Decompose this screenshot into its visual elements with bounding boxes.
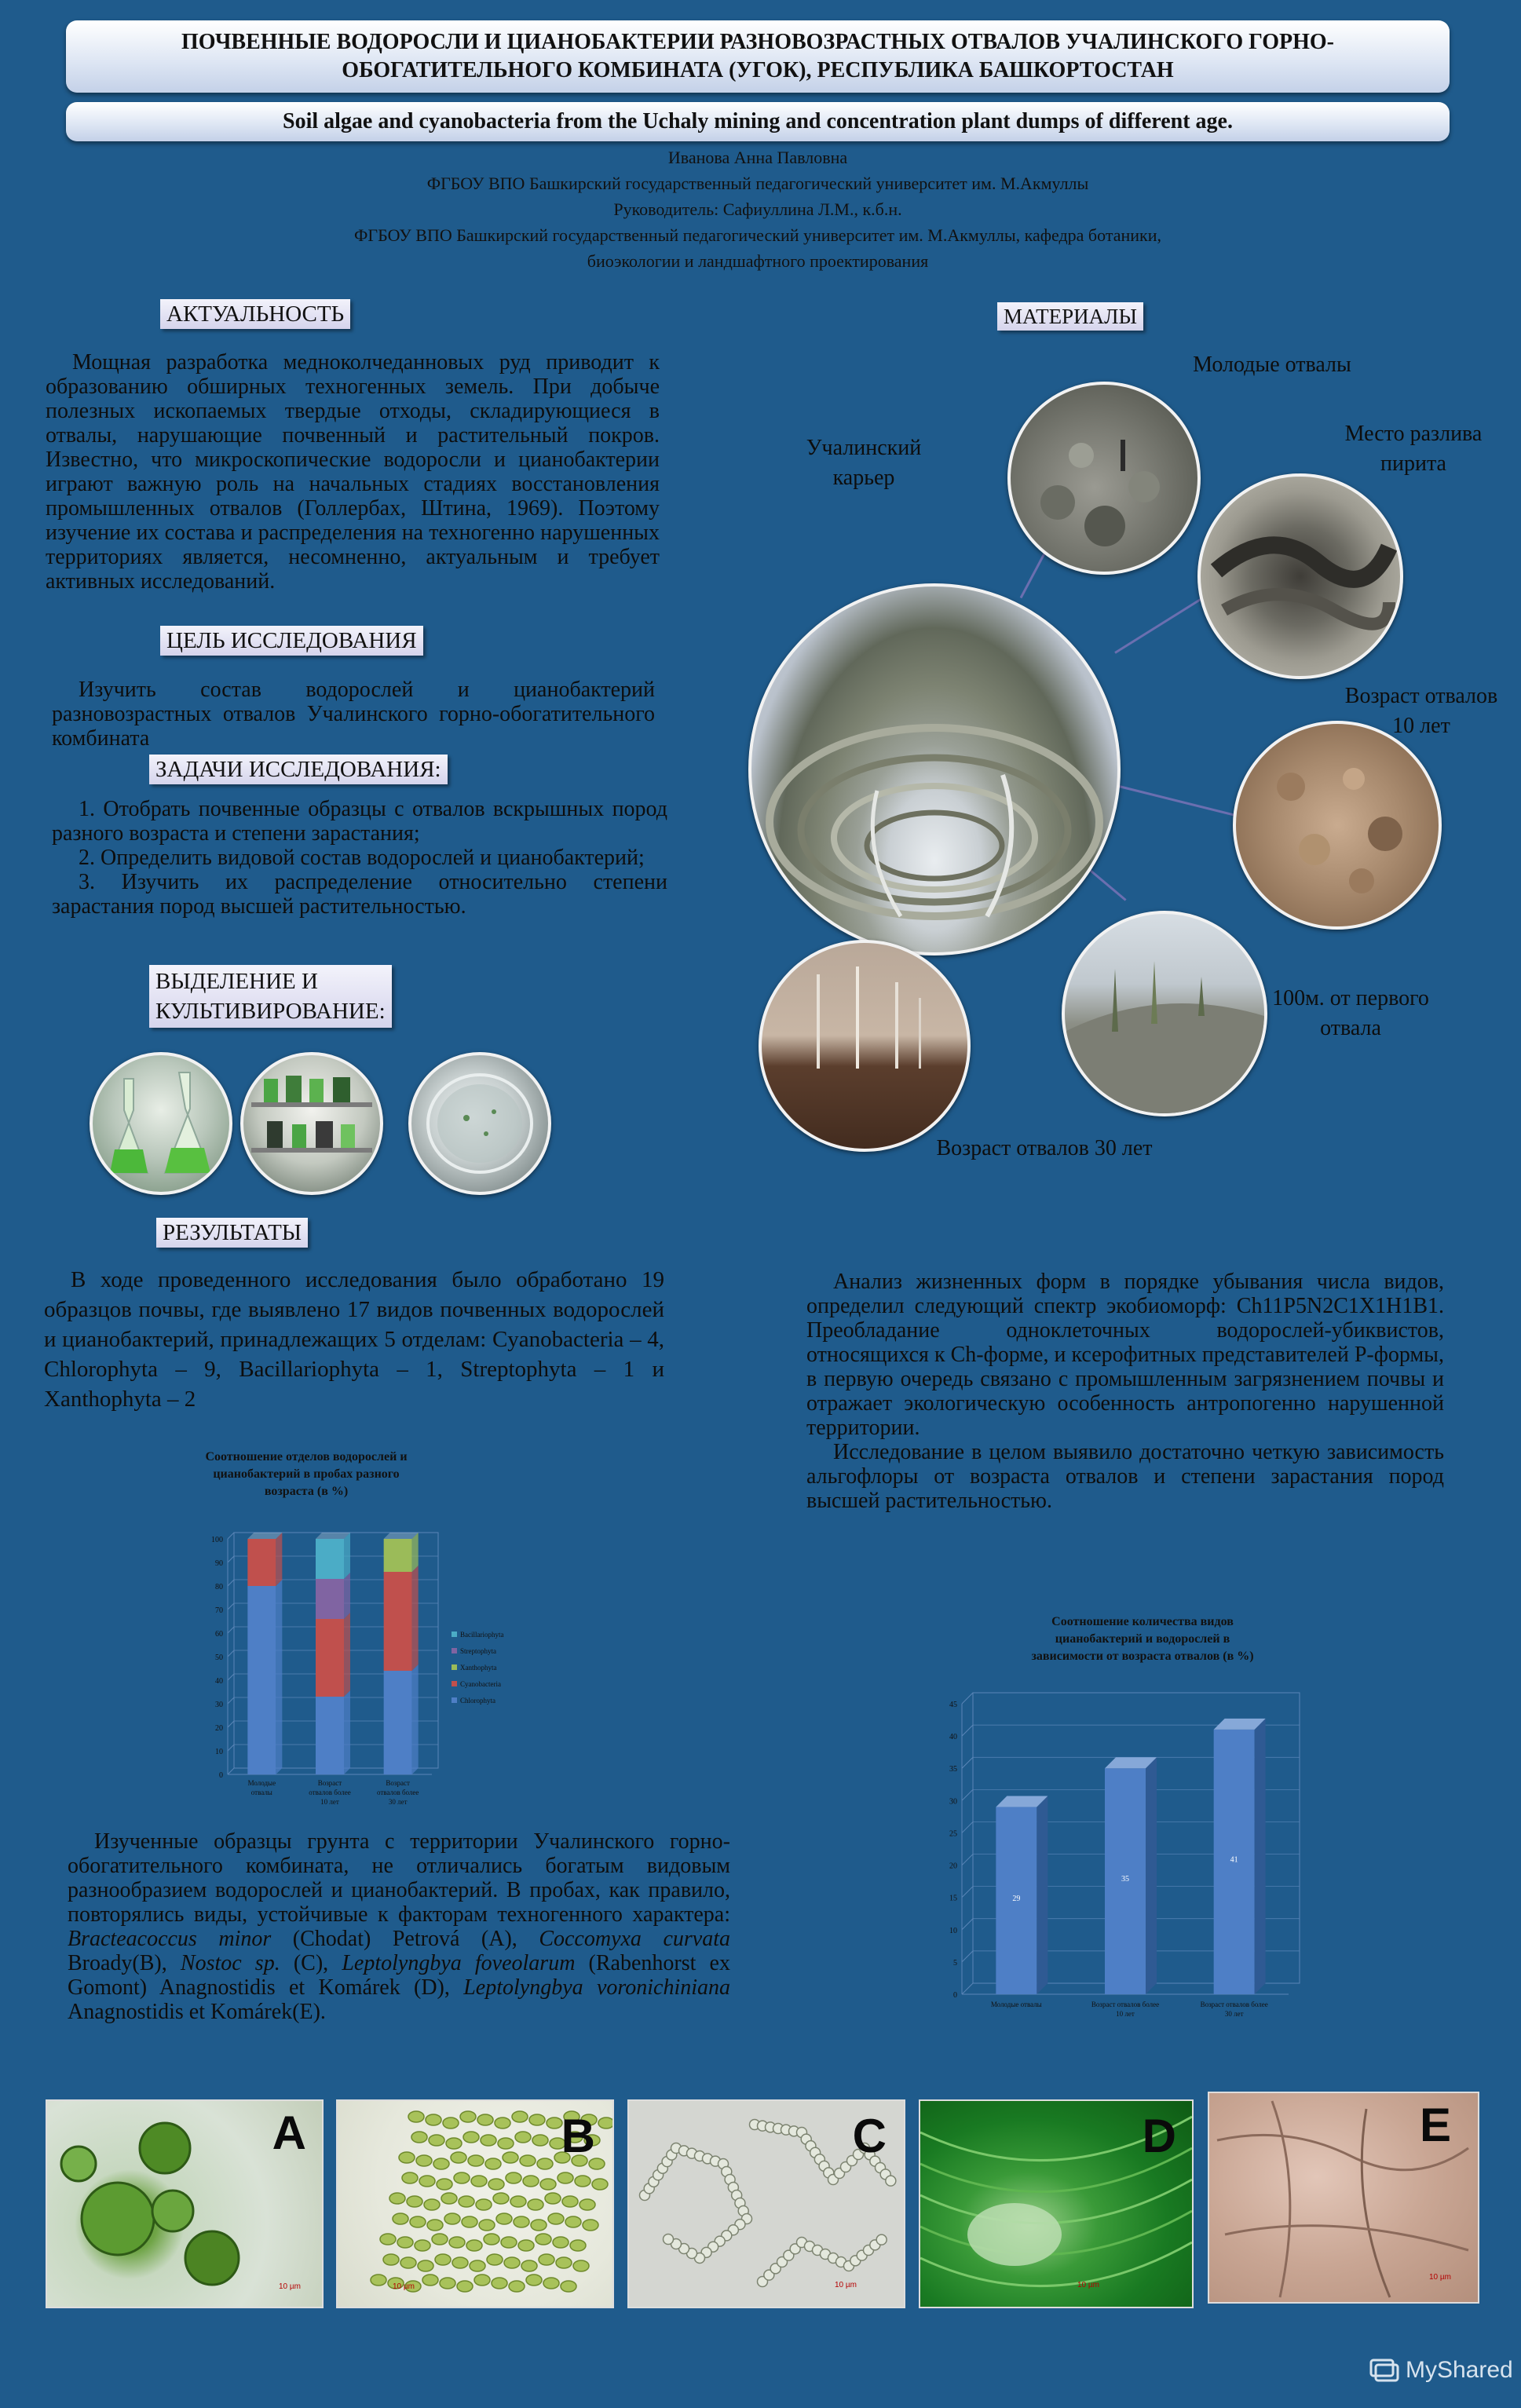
- species-paragraph: [68, 1829, 730, 2024]
- chart1-legend-label: Bacillariophyta: [460, 1631, 504, 1639]
- micrograph-e: [1208, 2092, 1479, 2304]
- micrograph-a-scale: 10 µm: [279, 2282, 301, 2291]
- coccomyxa-cell: [470, 2260, 485, 2271]
- chart1-legend-swatch: [452, 1648, 457, 1653]
- chart1-grid-diag: [228, 1650, 234, 1657]
- label-quarry: [781, 433, 946, 493]
- coccomyxa-cell: [526, 2275, 542, 2286]
- coccomyxa-cell: [553, 2237, 569, 2248]
- coccomyxa-cell: [540, 2179, 556, 2190]
- chart1-grid-diag: [228, 1768, 234, 1774]
- chart1-title-line-3: возраста (в %): [264, 1485, 349, 1498]
- coccomyxa-cell: [427, 2220, 443, 2231]
- coccomyxa-cell: [509, 2281, 525, 2292]
- coccomyxa-cell: [460, 2111, 476, 2122]
- chart1-xtick-label: отвалов более: [376, 1789, 419, 1796]
- coccomyxa-cell: [543, 2278, 559, 2289]
- chart2-ytick-label: 20: [949, 1862, 957, 1871]
- chart1-xtick-label: Молодые: [247, 1779, 276, 1787]
- species-text-6: Anagnostidis et Komárek(E).: [68, 2000, 326, 2024]
- coccomyxa-cell: [419, 2176, 435, 2187]
- chart2-ytick-label: 5: [953, 1958, 957, 1968]
- chart2-xtick-label: 10 лет: [1116, 2010, 1135, 2018]
- dumps-10-years-photo: [1233, 721, 1442, 930]
- coccomyxa-cell: [492, 2278, 507, 2289]
- chart1-legend-swatch: [452, 1664, 457, 1670]
- chart2-xtick-label: 30 лет: [1224, 2010, 1244, 2018]
- gravel-icon: [1236, 724, 1439, 926]
- chart1-ytick-label: 10: [215, 1748, 223, 1756]
- coccomyxa-cell: [518, 2240, 534, 2251]
- chart2-grid-diag: [962, 1887, 973, 1898]
- coccomyxa-cell: [537, 2158, 553, 2169]
- coccomyxa-cell: [462, 2216, 477, 2227]
- species-text-3: Broady(B),: [68, 1951, 181, 1975]
- coccomyxa-cell: [444, 2213, 460, 2224]
- coccomyxa-cell: [570, 2240, 586, 2251]
- chart1-bar-side: [344, 1613, 350, 1697]
- coccomyxa-cell: [380, 2234, 396, 2245]
- title-ru-line-1: ПОЧВЕННЫЕ ВОДОРОСЛИ И ЦИАНОБАКТЕРИИ РАЗНОВОЗРАСТНЫХ ОТВАЛОВ УЧАЛИНСКОГО ГОРНО-: [181, 30, 1334, 54]
- label-young-dumps: Молодые отвалы: [1193, 353, 1351, 377]
- culture-tubes-icon: [243, 1055, 380, 1192]
- chart1-title-line-1: Соотношение отделов водорослей и: [205, 1450, 408, 1463]
- coccomyxa-cell: [441, 2193, 457, 2204]
- poster-title-ru: [66, 20, 1450, 93]
- coccomyxa-cell: [446, 2138, 462, 2149]
- label-pyrite-line-1: Место разлива: [1344, 422, 1483, 446]
- chart2-grid-diag: [962, 1725, 973, 1736]
- chart2-grid-diag: [962, 1983, 973, 1994]
- chart1-xtick-label: 30 лет: [388, 1798, 408, 1806]
- chart2-grid-diag: [962, 1789, 973, 1800]
- micrograph-c-label: C: [852, 2110, 887, 2162]
- quarry-icon: [751, 586, 1117, 952]
- coccomyxa-cell: [536, 2234, 551, 2245]
- coccomyxa-cell: [558, 2172, 573, 2183]
- coccomyxa-cell: [415, 2240, 430, 2251]
- coccomyxa-cell: [504, 2257, 520, 2268]
- label-quarry-line-2: карьер: [832, 466, 895, 490]
- chart1-grid-diag: [228, 1674, 234, 1680]
- results-text: [44, 1265, 664, 1414]
- coccomyxa-cell: [583, 2220, 598, 2231]
- materials-heading: МАТЕРИАЛЫ: [997, 302, 1143, 331]
- chart2-bar-side: [1255, 1719, 1266, 1994]
- micrograph-c-scale: 10 µm: [835, 2281, 857, 2289]
- species-text: [68, 1829, 730, 2024]
- goal-heading: ЦЕЛЬ ИССЛЕДОВАНИЯ: [160, 626, 423, 656]
- coccomyxa-cell: [389, 2193, 405, 2204]
- chart1-xtick-label: отвалов более: [309, 1789, 351, 1796]
- coccomyxa-cell: [565, 2216, 581, 2227]
- chart1-bar-segment: [384, 1539, 412, 1572]
- department-line-1: ФГБОУ ВПО Башкирский государственный педагогический университет им. М.Акмуллы, кафедра ботаники,: [354, 225, 1161, 245]
- lifeforms-text: [806, 1270, 1444, 1513]
- young-dumps-photo: [1007, 382, 1201, 575]
- chart1-xtick-label: Возраст: [386, 1779, 410, 1787]
- label-age10-line-2: 10 лет: [1392, 714, 1450, 738]
- coccomyxa-cell: [512, 2111, 528, 2122]
- chart1-bar-side: [412, 1566, 419, 1671]
- species-text-4: (C),: [280, 1951, 342, 1975]
- coccomyxa-cell: [422, 2275, 438, 2286]
- isolation-heading-line-2: КУЛЬТИВИРОВАНИЕ:: [155, 999, 386, 1024]
- chart2-data-label: 35: [1121, 1875, 1129, 1884]
- coccomyxa-cell: [426, 2114, 441, 2125]
- species-b: Coccomyxa curvata: [539, 1927, 731, 1951]
- myshared-watermark: [1368, 2357, 1513, 2384]
- flask-icon: [93, 1055, 229, 1192]
- micrograph-a: [46, 2099, 324, 2308]
- coccomyxa-cell: [451, 2152, 466, 2163]
- coccomyxa-cell: [532, 2135, 548, 2146]
- isolation-heading-line-1: ВЫДЕЛЕНИЕ И: [155, 969, 318, 994]
- label-pyrite: [1319, 419, 1508, 479]
- micrograph-c: [627, 2099, 905, 2308]
- coccomyxa-cell: [539, 2254, 554, 2265]
- chart1-grid-diag: [228, 1697, 234, 1704]
- task-item-2: 2. Определить видовой состав водорослей и цианобактерий;: [79, 846, 645, 870]
- coccomyxa-cell: [484, 2234, 499, 2245]
- chart2-xtick-label: Молодые отвалы: [990, 2001, 1042, 2008]
- label-100m-line-1: 100м. от первого: [1272, 986, 1429, 1010]
- chart1-ytick-label: 60: [215, 1630, 223, 1639]
- coccomyxa-cell: [501, 2237, 517, 2248]
- coccomyxa-cell: [424, 2199, 440, 2210]
- label-pyrite-line-2: пирита: [1380, 451, 1446, 476]
- chart2-ytick-label: 45: [949, 1701, 957, 1709]
- coccomyxa-cell: [514, 2216, 529, 2227]
- chart1-legend-label: Streptophyta: [460, 1647, 496, 1655]
- nostoc-cell: [886, 2176, 896, 2186]
- species-a: Bracteacoccus minor: [68, 1927, 272, 1951]
- species-count-chart: [938, 1610, 1315, 2033]
- micrograph-b-scale: 10 µm: [393, 2282, 415, 2291]
- chart2-title-line-1: Соотношение количества видов: [1051, 1615, 1234, 1628]
- micrograph-b-label: B: [561, 2110, 595, 2162]
- chart2-xtick-label: Возраст отвалов более: [1091, 2001, 1160, 2008]
- coccomyxa-cell: [463, 2132, 479, 2143]
- chart1-bar-segment: [384, 1572, 412, 1671]
- chart2-ytick-label: 10: [949, 1926, 957, 1935]
- chart1-ytick-label: 0: [219, 1771, 223, 1780]
- coccomyxa-cell: [487, 2254, 503, 2265]
- chart2-title-line-2: цианобактерий и водорослей в: [1055, 1632, 1230, 1646]
- chart1-bar-side: [276, 1580, 282, 1774]
- coccomyxa-cell: [476, 2199, 492, 2210]
- species-e: Leptolyngbya voronichiniana: [463, 1975, 731, 2000]
- coccomyxa-cell: [459, 2196, 474, 2207]
- chart1-bar-segment: [316, 1539, 344, 1579]
- coccomyxa-cell: [400, 2257, 416, 2268]
- chart1-bar-segment: [316, 1697, 344, 1774]
- coccomyxa-cell: [580, 2199, 595, 2210]
- division-ratio-chart: [173, 1445, 565, 1814]
- coccomyxa-cell: [477, 2114, 493, 2125]
- chart1-legend-swatch: [452, 1632, 457, 1637]
- coccomyxa-cell: [416, 2155, 432, 2166]
- chart2-bar-side: [1037, 1796, 1048, 1994]
- coccomyxa-cell: [495, 2118, 510, 2128]
- chart1-grid-diag: [228, 1745, 234, 1751]
- coccomyxa-cell: [393, 2213, 408, 2224]
- species-c: Nostoc sp.: [180, 1951, 280, 1975]
- species-text-1: Изученные образцы грунта с территории Учалинского горно-обогатительного комбината, не отличались богатым видовым разнообразием водорослей и цианобактерий. В пробах, как правило, повторялись виды, устойчивые к факторам техногенного характера:: [68, 1829, 730, 1927]
- chart1-ytick-label: 30: [215, 1701, 223, 1709]
- label-age10: [1327, 681, 1516, 741]
- coccomyxa-cell: [432, 2234, 448, 2245]
- chart1-legend-label: Chlorophyta: [460, 1697, 495, 1705]
- coccomyxa-cell: [440, 2278, 455, 2289]
- coccomyxa-cell: [437, 2179, 452, 2190]
- task-item-1: 1. Отобрать почвенные образцы с отвалов вскрышных пород разного возраста и степени зарастания;: [52, 797, 667, 846]
- coccomyxa-cell: [397, 2237, 413, 2248]
- chart1-grid-diag: [228, 1627, 234, 1633]
- chart1-bar-side: [412, 1533, 419, 1572]
- coccomyxa-cell: [496, 2213, 512, 2224]
- authors-block: [66, 144, 1450, 274]
- chart1-bar-segment: [316, 1579, 344, 1619]
- coccomyxa-cell: [479, 2220, 495, 2231]
- chart2-ytick-label: 30: [949, 1797, 957, 1807]
- chart1-bar-segment: [247, 1586, 276, 1774]
- chart1-bar-side: [344, 1690, 350, 1774]
- coccomyxa-cell: [407, 2196, 422, 2207]
- author-affiliation: ФГБОУ ВПО Башкирский государственный педагогический университет им. М.Акмуллы: [426, 174, 1089, 193]
- micrograph-d-scale: 10 µm: [1077, 2281, 1099, 2289]
- coccomyxa-cell: [556, 2257, 572, 2268]
- chart2-ytick-label: 15: [949, 1894, 957, 1903]
- micrograph-a-label: A: [272, 2107, 306, 2159]
- connector-pyrite: [1114, 597, 1202, 653]
- chart1-bar-segment: [316, 1619, 344, 1697]
- coccomyxa-cell: [410, 2216, 426, 2227]
- coccomyxa-cell: [488, 2179, 504, 2190]
- chart2-grid-diag: [962, 1693, 973, 1704]
- myshared-logo-icon: [1368, 2357, 1399, 2384]
- chart2-grid-diag: [962, 1757, 973, 1768]
- chart1-title-line-2: цианобактерий в пробах разного: [213, 1467, 400, 1481]
- chart1-legend-label: Cyanobacteria: [460, 1680, 501, 1688]
- tasks-heading: ЗАДАЧИ ИССЛЕДОВАНИЯ:: [149, 755, 448, 784]
- pyrite-spill-photo: [1197, 473, 1403, 679]
- species-text-2: (Chodat) Petrová (A),: [271, 1927, 539, 1951]
- label-age30: Возраст отвалов 30 лет: [936, 1136, 1153, 1160]
- chart1-xtick-label: Возраст: [317, 1779, 342, 1787]
- chart1-xtick-label: 10 лет: [320, 1798, 339, 1806]
- coccomyxa-cell: [562, 2196, 578, 2207]
- chart2-ytick-label: 35: [949, 1765, 957, 1774]
- chart1-grid-diag: [228, 1721, 234, 1727]
- species-d: Leptolyngbya foveolarum: [342, 1951, 576, 1975]
- chart1-legend-label: Xanthophyta: [460, 1664, 497, 1672]
- culture-cabinet-photo: [240, 1052, 383, 1195]
- chart1-ytick-label: 20: [215, 1724, 223, 1733]
- coccomyxa-cell: [399, 2152, 415, 2163]
- coccomyxa-cell: [468, 2155, 484, 2166]
- tasks-list: [52, 797, 667, 919]
- coccomyxa-cell: [449, 2237, 465, 2248]
- nostoc-cell: [876, 2234, 887, 2245]
- dumps-30-years-photo: [759, 940, 971, 1152]
- author-name: Иванова Анна Павловна: [667, 148, 848, 167]
- chart2-grid-diag: [962, 1822, 973, 1832]
- lifeforms-paragraph-1: Анализ жизненных форм в порядке убывания числа видов, определил следующий спектр экобиоморф: Ch11P5N2C1X1H1B1. Преобладание одноклеточных водорослей-убиквистов, относящихся к Ch-форме, и ксерофитных представителей P-формы, в первую очередь связано с промышленным загрязнением почвы и отражает экологическую особенность антропогенно нарушенной территории.: [806, 1270, 1444, 1440]
- coccomyxa-cell: [383, 2254, 399, 2265]
- coccomyxa-cell: [528, 2199, 543, 2210]
- micrograph-e-label: E: [1419, 2099, 1451, 2151]
- micrograph-d: [919, 2099, 1194, 2308]
- chart2-ytick-label: 25: [949, 1829, 957, 1839]
- supervisor: Руководитель: Сафиуллина Л.М., к.б.н.: [613, 199, 902, 219]
- coccomyxa-cell: [523, 2176, 539, 2187]
- coccomyxa-cell: [529, 2114, 545, 2125]
- chart1-legend-swatch: [452, 1681, 457, 1686]
- coccomyxa-cell: [520, 2155, 536, 2166]
- coccomyxa-cell: [371, 2275, 386, 2286]
- coccomyxa-cell: [592, 2179, 608, 2190]
- chart1-ytick-label: 100: [211, 1536, 223, 1544]
- coccomyxa-cell: [466, 2240, 482, 2251]
- coccomyxa-cell: [433, 2158, 449, 2169]
- department-line-2: биоэкологии и ландшафтного проектирования: [587, 251, 929, 271]
- task-item-3: 3. Изучить их распределение относительно степени зарастания пород высшей растительностью.: [52, 870, 667, 919]
- chart1-ytick-label: 90: [215, 1559, 223, 1568]
- coccomyxa-cell: [454, 2172, 470, 2183]
- chart1-bar-side: [344, 1533, 350, 1579]
- chart1-grid-diag: [228, 1603, 234, 1610]
- coccomyxa-cell: [561, 2281, 576, 2292]
- micrograph-d-label: D: [1142, 2110, 1176, 2162]
- chart1-grid-diag: [228, 1580, 234, 1586]
- isolation-heading: [149, 965, 392, 1028]
- watermark-text: MyShared: [1406, 2357, 1513, 2383]
- chart1-bar-segment: [247, 1539, 276, 1586]
- coccomyxa-cell: [418, 2260, 433, 2271]
- micrograph-e-scale: 10 µm: [1429, 2273, 1451, 2282]
- chart2-data-label: 29: [1012, 1894, 1021, 1903]
- chart1-ytick-label: 40: [215, 1677, 223, 1686]
- chart1-ytick-label: 70: [215, 1606, 223, 1615]
- coccomyxa-cell: [521, 2260, 537, 2271]
- chart2-bar-side: [1146, 1757, 1157, 1994]
- coccomyxa-cell: [429, 2135, 444, 2146]
- coccomyxa-cell: [575, 2176, 590, 2187]
- coccomyxa-cell: [548, 2213, 564, 2224]
- chart2-ytick-label: 40: [949, 1733, 957, 1742]
- coccomyxa-cell: [547, 2118, 562, 2128]
- chart2-data-label: 41: [1230, 1855, 1238, 1865]
- coccomyxa-cell: [402, 2172, 418, 2183]
- chart2-title-line-3: зависимости от возраста отвалов (в %): [1031, 1650, 1254, 1663]
- chart1-legend-swatch: [452, 1697, 457, 1703]
- coccomyxa-cell: [598, 2118, 612, 2128]
- chart2-grid-diag: [962, 1854, 973, 1865]
- chart1-bar-side: [344, 1573, 350, 1619]
- species-text-5: (Rabenhorst ex Gomont) Anagnostidis et Komárek (D),: [68, 1951, 730, 2000]
- poster-title-en: Soil algae and cyanobacteria from the Uchaly mining and concentration plant dumps of different age.: [66, 102, 1450, 141]
- coccomyxa-cell: [457, 2281, 473, 2292]
- coccomyxa-cell: [481, 2135, 496, 2146]
- chart1-grid-diag: [228, 1556, 234, 1562]
- label-age10-line-1: Возраст отвалов: [1344, 684, 1498, 708]
- micrograph-b: [336, 2099, 614, 2308]
- coccomyxa-cell: [515, 2132, 531, 2143]
- chart2-xtick-label: Возраст отвалов более: [1200, 2001, 1268, 2008]
- relevance-heading: АКТУАЛЬНОСТЬ: [160, 299, 350, 329]
- coccomyxa-cell: [474, 2275, 490, 2286]
- coccomyxa-cell: [498, 2138, 514, 2149]
- chart1-bar-side: [276, 1533, 282, 1586]
- coccomyxa-cell: [545, 2193, 561, 2204]
- hill-trees-icon: [1065, 914, 1264, 1113]
- results-heading: РЕЗУЛЬТАТЫ: [156, 1218, 308, 1248]
- lifeforms-paragraph-2: Исследование в целом выявило достаточно четкую зависимость альгофлоры от возраста отвалов и степени зарастания пород высшей растительностью.: [806, 1440, 1444, 1513]
- coccomyxa-cell: [510, 2196, 526, 2207]
- coccomyxa-cell: [408, 2111, 424, 2122]
- chart1-grid-diag: [228, 1533, 234, 1539]
- rocks-icon: [1011, 385, 1197, 572]
- chart2-ytick-label: 0: [953, 1991, 957, 2000]
- culture-flasks-photo: [90, 1052, 232, 1195]
- dumps-100m-photo: [1062, 911, 1267, 1116]
- chart2-grid-diag: [962, 1919, 973, 1930]
- relevance-paragraph: Мощная разработка медноколчеданновых руд приводит к образованию обширных техногенных земель. При добыче полезных ископаемых твердые отходы, складирующиеся в отвалы, нарушающие почвенный и растительный покров. Известно, что микроскопические водоросли и цианобактерии играют важную роль на начальных стадиях восстановления промышленных отвалов (Голлербах, Штина, 1969). Поэтому изучение их состава и распределения на техногенно нарушенных территориях является, несомненно, актуальным и требует активных исследований.: [46, 350, 660, 594]
- chart1-xtick-label: отвалы: [250, 1789, 272, 1796]
- coccomyxa-cell: [471, 2176, 487, 2187]
- coccomyxa-cell: [573, 2260, 589, 2271]
- label-100m: [1256, 984, 1445, 1043]
- chart1-ytick-label: 80: [215, 1583, 223, 1591]
- petri-dish-photo: [408, 1052, 551, 1195]
- relevance-text: [46, 350, 660, 594]
- chart1-ytick-label: 50: [215, 1653, 223, 1662]
- petri-dish-icon: [411, 1055, 548, 1192]
- title-ru-line-2: ОБОГАТИТЕЛЬНОГО КОМБИНАТА (УГОК), РЕСПУБЛИКА БАШКОРТОСТАН: [342, 58, 1174, 82]
- chart2-grid-diag: [962, 1951, 973, 1962]
- chart1-bar-segment: [384, 1671, 412, 1774]
- connector-age10: [1119, 785, 1241, 818]
- coccomyxa-cell: [435, 2254, 451, 2265]
- birch-trees-icon: [762, 943, 967, 1149]
- spill-icon: [1201, 477, 1400, 676]
- coccomyxa-cell: [485, 2158, 501, 2169]
- coccomyxa-cell: [506, 2172, 521, 2183]
- coccomyxa-cell: [493, 2193, 509, 2204]
- coccomyxa-cell: [411, 2132, 427, 2143]
- coccomyxa-cell: [531, 2220, 547, 2231]
- coccomyxa-cell: [503, 2152, 518, 2163]
- coccomyxa-cell: [452, 2257, 468, 2268]
- goal-text: [52, 678, 655, 751]
- goal-paragraph: Изучить состав водорослей и цианобактерий разновозрастных отвалов Учалинского горно-обогатительного комбината: [52, 678, 655, 751]
- results-paragraph: В ходе проведенного исследования было обработано 19 образцов почвы, где выявлено 17 видов почвенных водорослей и цианобактерий, принадлежащих 5 отделам: Cyanobacteria – 4, Chlorophyta – 9, Bacillariophyta – 1, Streptophyta – 1 и Xanthophyta – 2: [44, 1267, 664, 1412]
- chart1-bar-side: [412, 1664, 419, 1774]
- label-quarry-line-1: Учалинский: [806, 436, 922, 460]
- coccomyxa-cell: [443, 2118, 459, 2128]
- label-100m-line-2: отвала: [1320, 1016, 1381, 1040]
- uchaly-quarry-photo: [748, 583, 1121, 956]
- nostoc-cell: [664, 2234, 674, 2245]
